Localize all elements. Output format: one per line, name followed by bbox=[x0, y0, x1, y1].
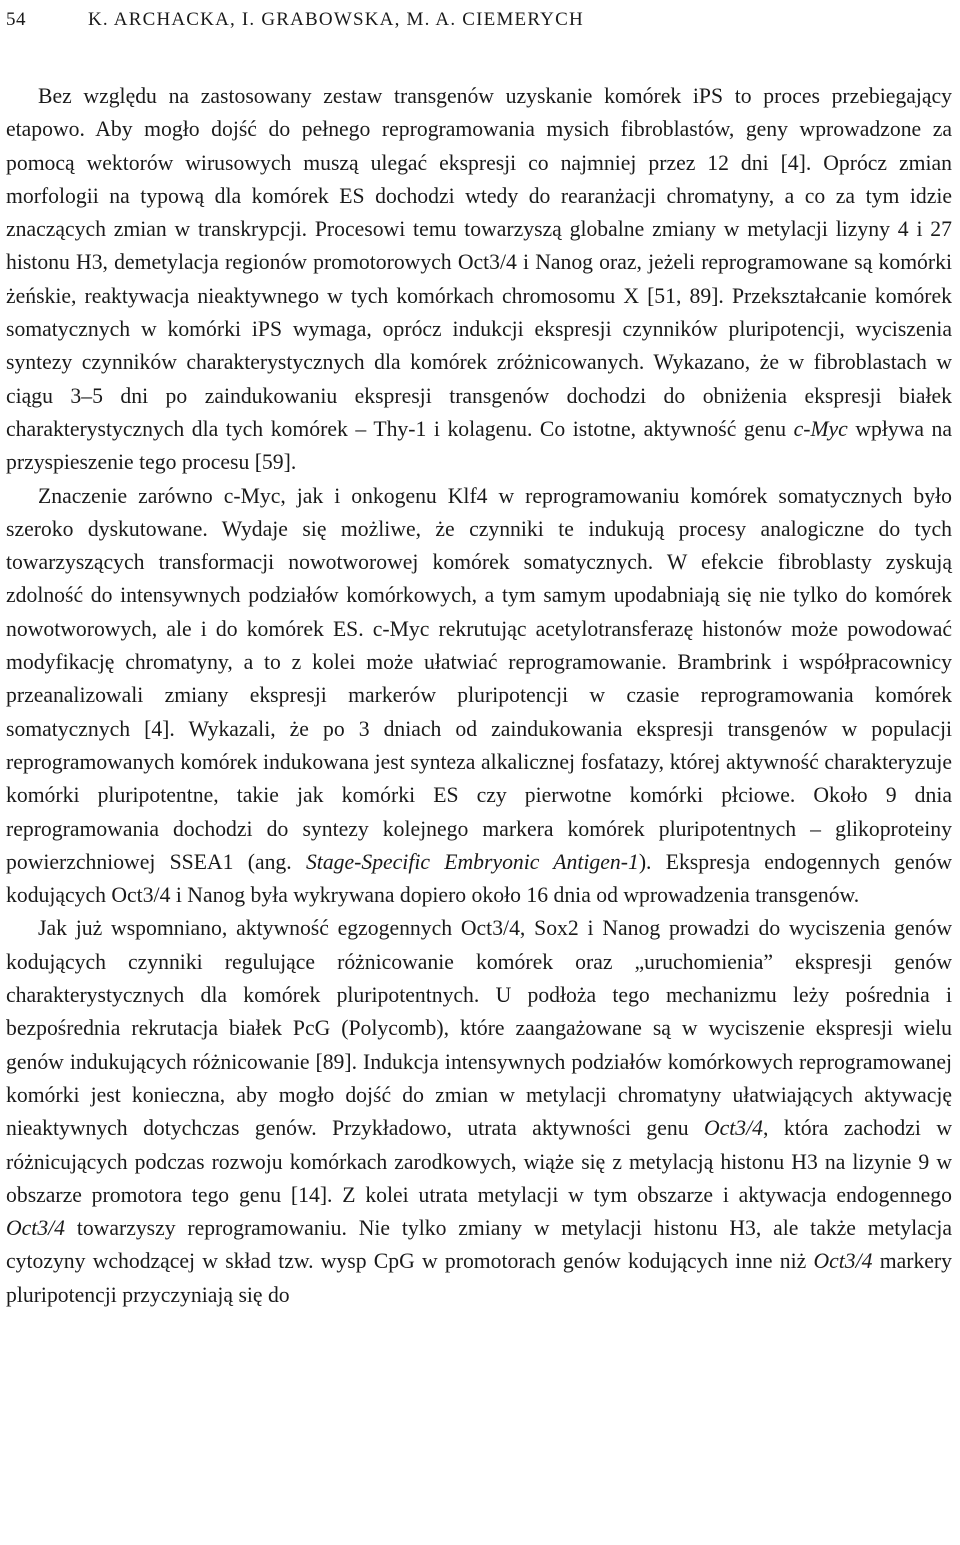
text-run: , która zachodzi w różnicujących podczas rozwoju komórkach zarodkowych, wiąże się z metylacją histonu H3 na lizynie 9 w obszarze promotora tego genu [14]. Z kolei utrata metylacji w tym obszarze i aktywacja endogennego bbox=[6, 1116, 952, 1207]
text-run: Znaczenie zarówno c-Myc, jak i onkogenu Klf4 w reprogramowaniu komórek somatycznych było szeroko dyskutowane. Wydaje się możliwe, że czynniki te indukują procesy analogiczne do tych towarzyszących transformacji nowotworowej komórek somatycznych. W efekcie fibroblasty zyskują zdolność do intensywnych podziałów komórkowych, a tym samym upodabniają się nie tylko do komórek nowotworowych, ale i do komórek ES. c-Myc rekrutując acetylotransferazę histonów może powodować modyfikację chromatyny, a to z kolei może ułatwiać reprogramowanie. Brambrink i współpracownicy przeanalizowali zmiany ekspresji markerów pluripotencji w czasie reprogramowania komórek somatycznych [4]. Wykazali, że po 3 dniach od zaindukowania ekspresji transgenów w populacji reprogramowanych komórek indukowana jest synteza alkalicznej fosfatazy, której aktywność charakteryzuje komórki pluripotentne, takie jak komórki ES czy pierwotne komórki płciowe. Około 9 dnia reprogramowania dochodzi do syntezy kolejnego markera komórek pluripotentnych – glikoproteiny powierzchniowej SSEA1 (ang. bbox=[6, 483, 952, 874]
page-header bbox=[6, 4, 954, 36]
paragraph-2 bbox=[6, 480, 952, 913]
gene-name-oct3-4: Oct3/4 bbox=[813, 1249, 873, 1274]
paragraph-1 bbox=[6, 80, 952, 480]
gene-name-oct3-4: Oct3/4 bbox=[703, 1116, 764, 1141]
text-run: markery pluripotencji przyczyniają się do bbox=[6, 1249, 952, 1307]
body-text bbox=[6, 80, 952, 1312]
gene-name-oct3-4: Oct3/4 bbox=[6, 1216, 66, 1241]
page-number: 54 bbox=[6, 9, 26, 30]
term-stage-specific-embryonic-antigen: Stage-Specific Embryonic Antigen-1 bbox=[305, 849, 639, 874]
paragraph-3 bbox=[6, 912, 952, 1312]
text-run: Bez względu na zastosowany zestaw transgenów uzyskanie komórek iPS to proces przebiegający etapowo. Aby mogło dojść do pełnego reprogramowania mysich fibroblastów, geny wprowadzone za pomocą wektorów wirusowych muszą ulegać ekspresji co najmniej przez 12 dni [4]. Oprócz zmian morfologii na typową dla komórek ES dochodzi wtedy do rearanżacji chromatyny, a co za tym idzie znaczących zmian w transkrypcji. Procesowi temu towarzyszą globalne zmiany w metylacji lizyny 4 i 27 histonu H3, demetylacja regionów promotorowych Oct3/4 i Nanog oraz, jeżeli reprogramowane są komórki żeńskie, reaktywacja nieaktywnego w tych komórkach chromosomu X [51, 89]. Przekształcanie komórek somatycznych w komórki iPS wymaga, oprócz indukcji ekspresji czynników pluripotencji, wyciszenia syntezy czynników charakterystycznych dla komórek zróżnicowanych. Wykazano, że w fibroblastach w ciągu 3–5 dni po zaindukowaniu ekspresji transgenów dochodzi do obniżenia ekspresji białek charakterystycznych dla tych komórek – Thy-1 i kolagenu. Co istotne, aktywność genu bbox=[6, 84, 952, 441]
text-run: ). Ekspresja endogennych genów kodujących Oct3/4 i Nanog była wykrywana dopiero około 16 dnia od wprowadzenia transgenów. bbox=[6, 849, 952, 908]
text-run: wpływa na przyspieszenie tego procesu [59]. bbox=[6, 416, 952, 475]
running-head: K. ARCHACKA, I. GRABOWSKA, M. A. CIEMERYCH bbox=[88, 9, 584, 30]
gene-name-c-myc: c-Myc bbox=[793, 416, 848, 441]
text-run: Jak już wspomniano, aktywność egzogennych Oct3/4, Sox2 i Nanog prowadzi do wyciszenia genów kodujących czynniki regulujące różnicowanie komórek oraz „uruchomienia” ekspresji genów charakterystycznych dla komórek pluripotentnych. U podłoża tego mechanizmu leży pośrednia i bezpośrednia rekrutacja białek PcG (Polycomb), które zaangażowane są w wyciszenie ekspresji wielu genów indukujących różnicowanie [89]. Indukcja intensywnych podziałów komórkowych reprogramowanej komórki jest konieczna, aby mogło dojść do zmian w metylacji chromatyny ułatwiających aktywację nieaktywnych dotychczas genów. Przykładowo, utrata aktywności genu bbox=[6, 916, 952, 1141]
text-run: towarzyszy reprogramowaniu. Nie tylko zmiany w metylacji histonu H3, ale także metylacja cytozyny wchodzącej w skład tzw. wysp CpG w promotorach genów kodujących inne niż bbox=[6, 1216, 952, 1274]
